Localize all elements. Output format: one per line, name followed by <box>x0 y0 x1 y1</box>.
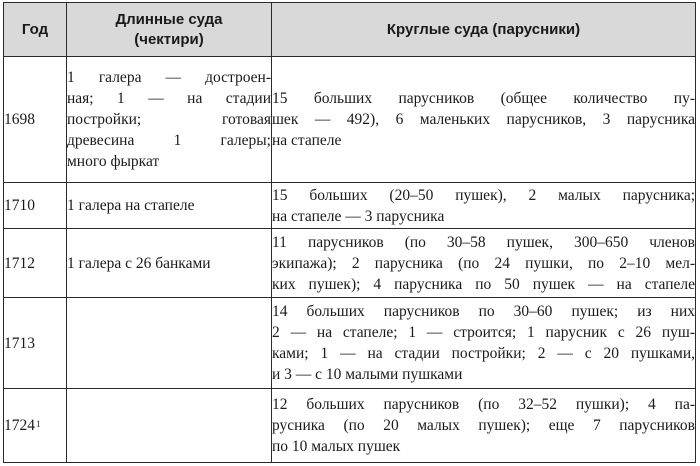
year-value: 1698 <box>4 111 35 128</box>
year-cell <box>4 298 67 389</box>
year-value: 1713 <box>4 334 35 352</box>
long-ships-line: много фыркат <box>67 153 160 170</box>
long-ships-cell <box>67 389 272 463</box>
round-ships-cell <box>272 229 696 298</box>
year-cell <box>4 183 67 229</box>
round-ships-line: ками; 1 — на стадии постройки; 2 — с 20 пушками, <box>272 345 695 362</box>
round-ships-line: и 3 — с 10 малыми пушками <box>272 366 463 383</box>
round-ships-line: шек — 492), 6 маленьких парусников, 3 парусника <box>272 111 695 128</box>
header-year <box>4 3 67 57</box>
header-long-ships-line2: (чектири) <box>134 30 204 48</box>
table-row <box>4 298 696 389</box>
round-ships-cell <box>272 57 696 183</box>
table-row <box>4 57 696 183</box>
year-value: 1710 <box>4 197 35 214</box>
long-ships-cell <box>67 298 272 389</box>
long-ships-line: ная; 1 — на стадии <box>67 90 271 107</box>
long-ships-cell <box>67 183 272 229</box>
ships-table <box>3 2 696 463</box>
year-value: 1712 <box>4 254 35 272</box>
header-round-ships <box>272 3 696 57</box>
round-ships-line: по 10 малых пушек <box>272 438 401 455</box>
table-header-row <box>4 3 696 57</box>
round-ships-line: русника (по 20 малых пушек); еще 7 парусников <box>272 417 695 434</box>
round-ships-cell <box>272 389 696 463</box>
header-year-label: Год <box>21 20 49 38</box>
table-row <box>4 229 696 298</box>
table-row <box>4 183 696 229</box>
round-ships-line: 15 больших (20–50 пушек), 2 малых парусника; <box>272 186 695 204</box>
long-ships-line: 1 галера с 26 банками <box>67 254 211 272</box>
round-ships-line: 14 больших парусников по 30–60 пушек; из них <box>272 303 695 320</box>
round-ships-line: 15 больших парусников (общее количество пу- <box>272 90 695 107</box>
round-ships-line: 12 больших парусников (по 32–52 пушки); 4 па- <box>272 396 695 413</box>
header-round-ships-label: Круглые суда (парусники) <box>386 20 581 38</box>
round-ships-line: на стапеле — 3 парусника <box>272 207 445 225</box>
round-ships-line: ких пушек); 4 парусника по 50 пушек — на стапеле <box>272 275 695 293</box>
long-ships-cell <box>67 229 272 298</box>
year-cell <box>4 229 67 298</box>
long-ships-line: 1 галера на стапеле <box>67 197 195 214</box>
footnote-marker: 1 <box>36 419 41 429</box>
year-cell <box>4 57 67 183</box>
long-ships-cell <box>67 57 272 183</box>
round-ships-line: на стапеле <box>272 132 342 149</box>
long-ships-line: древесина 1 галеры; <box>67 132 271 149</box>
long-ships-line: постройки; готовая <box>67 111 271 128</box>
round-ships-cell <box>272 298 696 389</box>
round-ships-cell <box>272 183 696 229</box>
header-long-ships-line1: Длинные суда <box>115 10 223 28</box>
round-ships-line: 2 — на стапеле; 1 — строится; 1 парусник с 26 пуш- <box>272 324 695 341</box>
year-cell <box>4 389 67 463</box>
header-long-ships <box>67 3 272 57</box>
long-ships-line: 1 галера — достроен- <box>67 69 271 86</box>
year-value: 1724 <box>4 417 35 434</box>
table-row <box>4 389 696 463</box>
round-ships-line: экипажа); 2 парусника (по 24 пушки, по 2–10 мел- <box>272 254 695 272</box>
round-ships-line: 11 парусников (по 30–58 пушек, 300–650 членов <box>272 233 695 251</box>
